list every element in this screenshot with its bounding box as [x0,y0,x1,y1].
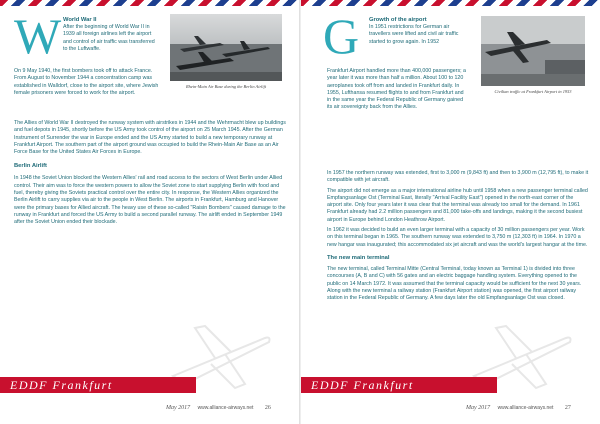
terminal-photo-image [481,16,585,86]
footer-meta [166,405,271,411]
page-number: 26 [264,405,271,411]
footer-date: May 2017 [166,405,191,411]
intro-text: After the beginning of World War II in 1939 all foreign airlines left the airport and control of air traffic was transferred to the Luftwaffe. [63,24,155,52]
airlift-photo-image [170,14,282,81]
paragraph: On 9 May 1940, the first bombers took off to attack France. From August to November 1944 a concentration camp was established in Walldorf, close to the airport site, where Jewish female prisoners were forced to work for the airport. [14,68,159,96]
footer-meta [466,405,571,411]
section-heading-world-war-ii: World War II [63,17,97,23]
footer-url[interactable]: www.alliance-airways.net [497,405,554,411]
paragraph: In 1957 the northern runway was extended, first to 3,000 m (9,843 ft) and then to 3,900 m (12,795 ft), to make it compatible with jet aircraft. [327,170,589,184]
para-block-1 [14,68,164,97]
intro-block [369,16,469,46]
paragraph: Frankfurt Airport handled more than 400,000 passengers; a year later it was more than half a million. About 100 to 120 aeroplanes took off from and landed in Frankfurt daily. In 1955, Lufthansa resumed flights to and from Frankfurt and in the same year the Federal Republic of Germany gained its air sovereignty back from the Allies. [327,68,466,111]
paragraph: In 1962 it was decided to build an even larger terminal with a capacity of 30 million passengers per year. Work on this terminal began in 1965. The southern runway was extended to 3,750 m (12,303 ft) in 1964. In 1970 a new hangar was inaugurated; this accommodated six jet aircraft and was the world's largest hangar at the time. [327,227,588,248]
para-block-1 [327,68,469,112]
right-page [301,0,600,424]
footer-date: May 2017 [466,405,491,411]
paragraph: The new terminal, called Terminal Mitte (Central Terminal, today known as Terminal 1) is divided into three concourses (A, B and C) with 56 gates and an electric baggage handling system. Everything opened to the public on 14 March 1972. It was assumed that the terminal capacity would be sufficient for the next 30 years. Along with the new terminal a railway station (Frankfurt Airport station) was opened, the first airport railway station in the Federal Republic of Germany. A few days later the old Empfangsanlage Ost was closed. [327,265,582,302]
paragraph: The Allies of World War II destroyed the runway system with airstrikes in 1944 and the Wehrmacht blew up buildings and fuel depots in 1945, shortly before the US Army took control of the airport on 25 March 1945. After the German Instrument of Surrender the war in Europe ended and the US Army started to build a new temporary runway at Frankfurt Airport. The southern part of the airport ground was occupied to build the Rhein-Main Air Base as an Air Force Base for the United States Air Forces in Europe. [14,120,286,156]
drop-cap: G [323,8,360,64]
intro-text: In 1951 restrictions for German air travellers were lifted and civil air traffic started to grow again. In 1952 [369,24,459,45]
footer-url[interactable]: www.alliance-airways.net [197,405,254,411]
left-page [0,0,299,424]
section-heading-growth: Growth of the airport [369,17,427,23]
paragraph: In 1948 the Soviet Union blocked the Western Allies' rail and road access to the sectors of West Berlin under Allied control. Their aim was to force the western powers to allow the Soviet zone to start supplying Berlin with food and fuel, thereby giving the Soviets practical control over the entire city. In response, the Western Allies organized the Berlin Airlift to carry supplies via air to the people in West Berlin. The airports in Frankfurt, Hamburg and Hanover were the primary bases for Allied aircraft. The heavy use of these so-called "Raisin Bombers" caused damage to the runway in Frankfurt and forced the US Army to build a second parallel runway. The airlift ended in September 1949 after the Soviet Union ended their blockade. [14,175,286,226]
photo-caption: Rhein-Main Air Base during the Berlin Airlift [185,84,267,89]
section-heading-main-terminal: The new main terminal [327,254,390,261]
page-number: 27 [564,405,571,411]
para-block-2 [327,170,589,302]
paragraph: The airport did not emerge as a major international airline hub until 1958 when a new passenger terminal called Empfangsanlage Ost (Terminal East, literally "Arrival Facility East") opened in the north-east corner of the airport site. Only four years later it was clear that the terminal was already too small for the demand. In 1961 Frankfurt already had 2.2 million passengers and 81,000 take-offs and landings, making it the second busiest airport in Europe behind London Heathrow Airport. [327,187,588,223]
airlift-photo [170,14,282,81]
intro-block [63,16,159,53]
footer-title: EDDF Frankfurt [10,378,113,392]
drop-cap: W [14,8,62,64]
footer-title: EDDF Frankfurt [311,378,414,392]
airmail-stripe [0,0,299,6]
photo-caption: Civilian traffic at Frankfurt Airport in 1953 [494,89,572,94]
section-heading-berlin-airlift: Berlin Airlift [14,163,47,170]
para-block-2 [14,120,286,227]
airmail-stripe [301,0,600,6]
terminal-photo [481,16,585,86]
